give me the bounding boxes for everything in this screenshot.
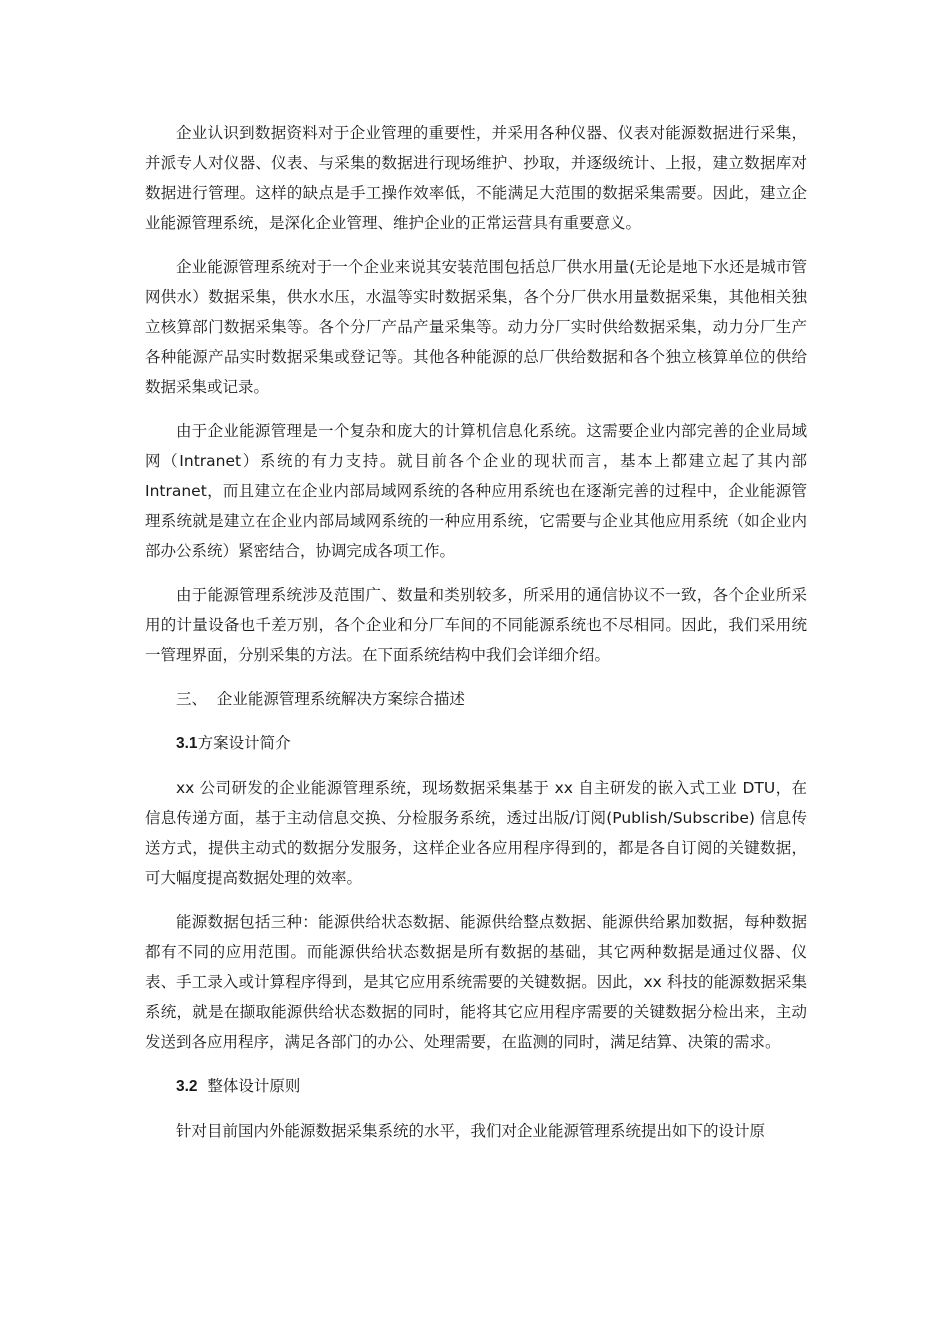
subsection-number: 3.1 — [176, 735, 198, 752]
paragraph-design-principles-start: 针对目前国内外能源数据采集系统的水平，我们对企业能源管理系统提出如下的设计原 — [176, 1122, 766, 1140]
document-body — [145, 118, 807, 1146]
paragraph-system-overview: xx 公司研发的企业能源管理系统，现场数据采集基于 xx 自主研发的嵌入式工业 DTU，在信息传递方面，基于主动信息交换、分检服务系统，透过出版/订阅(Publish/Subscribe) 信息传送方式，提供主动式的数据分发服务，这样企业各应用程序得到的，都是各自订阅的关键数据，可大幅度提高数据处理的效率。 — [145, 779, 807, 887]
paragraph-installation-scope: 企业能源管理系统对于一个企业来说其安装范围包括总厂供水用量(无论是地下水还是城市管网供水）数据采集，供水水压，水温等实时数据采集，各个分厂供水用量数据采集，其他相关独立核算部门数据采集等。各个分厂产品产量采集等。动力分厂实时供给数据采集，动力分厂生产各种能源产品实时数据采集或登记等。其他各种能源的总厂供给数据和各个独立核算单位的供给数据采集或记录。 — [145, 258, 807, 396]
subsection-title: 方案设计简介 — [197, 734, 291, 752]
subsection-title: 整体设计原则 — [197, 1077, 301, 1095]
paragraph-intranet-support: 由于企业能源管理是一个复杂和庞大的计算机信息化系统。这需要企业内部完善的企业局域网（Intranet）系统的有力支持。就目前各个企业的现状而言，基本上都建立起了其内部 Intranet，而且建立在企业内部局域网系统的各种应用系统也在逐渐完善的过程中，企业能源管理系统就是建立在企业内部局域网系统的一种应用系统，它需要与企业其他应用系统（如企业内部办公系统）紧密结合，协调完成各项工作。 — [145, 422, 807, 560]
section-heading-3: 三、 企业能源管理系统解决方案综合描述 — [176, 690, 465, 708]
paragraph-data-importance: 企业认识到数据资料对于企业管理的重要性，并采用各种仪器、仪表对能源数据进行采集，并派专人对仪器、仪表、与采集的数据进行现场维护、抄取，并逐级统计、上报，建立数据库对数据进行管理。这样的缺点是手工操作效率低，不能满足大范围的数据采集需要。因此，建立企业能源管理系统，是深化企业管理、维护企业的正常运营具有重要意义。 — [145, 124, 807, 232]
paragraph-energy-data-types: 能源数据包括三种：能源供给状态数据、能源供给整点数据、能源供给累加数据，每种数据都有不同的应用范围。而能源供给状态数据是所有数据的基础，其它两种数据是通过仪器、仪表、手工录入或计算程序得到，是其它应用系统需要的关键数据。因此，xx 科技的能源数据采集系统，就是在撷取能源供给状态数据的同时，能将其它应用程序需要的关键数据分检出来，主动发送到各应用程序，满足各部门的办公、处理需要，在监测的同时，满足结算、决策的需求。 — [145, 913, 807, 1051]
subsection-heading-3-2 — [145, 1071, 807, 1102]
subsection-heading-3-1 — [145, 728, 807, 759]
subsection-number: 3.2 — [176, 1078, 198, 1095]
paragraph-unified-management: 由于能源管理系统涉及范围广、数量和类别较多，所采用的通信协议不一致，各个企业所采用的计量设备也千差万别，各个企业和分厂车间的不同能源系统也不尽相同。因此，我们采用统一管理界面，分别采集的方法。在下面系统结构中我们会详细介绍。 — [145, 586, 807, 664]
